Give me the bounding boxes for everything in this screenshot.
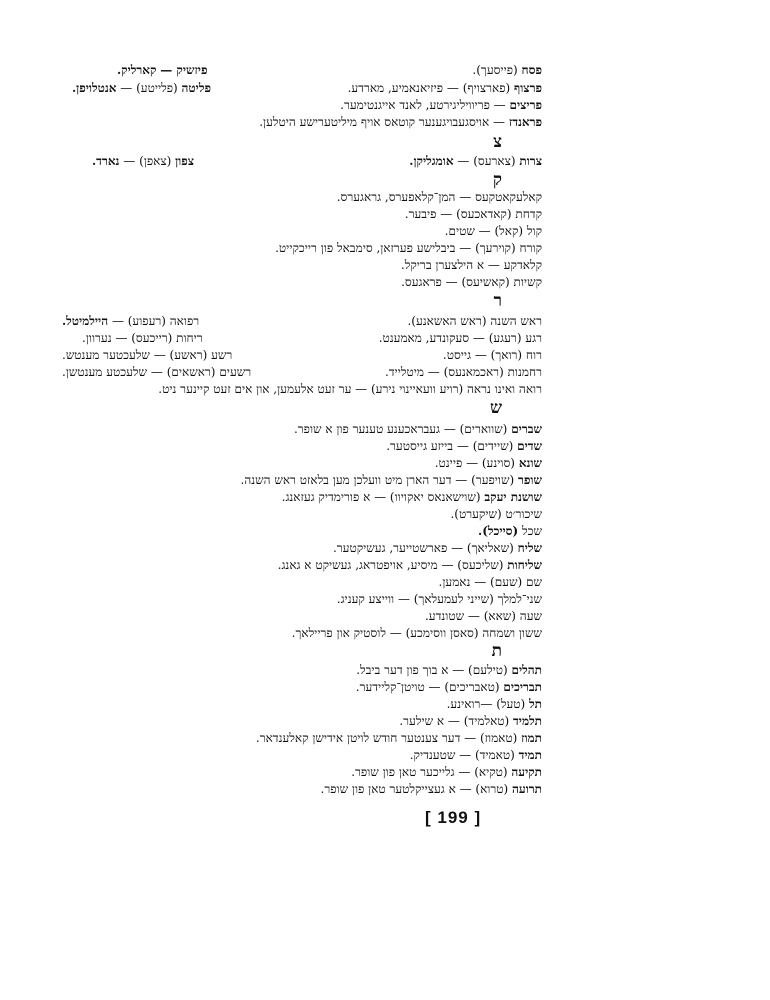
headword: תל [529, 697, 542, 711]
entry-shem [439, 574, 542, 591]
headword: קאלעקאטקעס [475, 190, 542, 204]
definition: — פריוויליגירטע, לאנד אייגנטימער. [340, 98, 506, 112]
headword: קלאדקע [503, 258, 542, 272]
definition: אומגליקן. [409, 154, 454, 168]
entry-refue [62, 313, 199, 330]
definition: (שוישאנאס יאקויוו) — א פורימדיק געזאנג. [281, 490, 481, 504]
definition: (קאשיעס) — פראגעס. [401, 275, 510, 289]
headword: פרצוף [514, 81, 542, 95]
entry-tkie [351, 764, 542, 781]
definition: (טרוא) — א געצייקלטער טאן פון שופר. [320, 782, 509, 796]
entry-roshe [62, 347, 232, 364]
pronunciation: (רייכעס) — [115, 331, 173, 345]
entry-tilim [356, 662, 542, 679]
definition: (קאל) — שטים. [444, 224, 524, 238]
headword: רואה ואינו נראה [467, 382, 542, 396]
entry-kadokhes [405, 206, 542, 223]
headword: קדחת [515, 207, 542, 221]
pronunciation: (פלייטע) — [120, 81, 178, 95]
definition: — א הילצערן בריקל. [400, 258, 500, 272]
definition: (שעם) — נאמען. [438, 575, 523, 589]
definition: (שיידים) — בייזע גייסטער. [386, 439, 514, 453]
pronunciation: (ראש האשאנע). [407, 314, 487, 328]
entry-pesach [472, 62, 542, 79]
headword: ששון ושמחה [482, 626, 542, 640]
page-number: [ 199 ] [425, 808, 482, 827]
definition: (קוירעך) — ביבלישע פערזאן, סימבאל פון רייכקייט. [275, 241, 516, 255]
headword: תבריכים [503, 680, 542, 694]
section-letter-tav: ת [491, 641, 502, 661]
definition: (טאלמיד) — א שילער. [399, 714, 510, 728]
pronunciation: (רעפוע) — [111, 314, 166, 328]
entry-sho [425, 608, 542, 625]
headword: שני־למלך [497, 592, 542, 606]
headword: פראנדז [508, 115, 542, 129]
headword: רשע [211, 348, 233, 362]
entry-takhrikhim [356, 679, 542, 696]
entry-fizshik [117, 62, 207, 79]
definition: (קאדאכעס) — פיבער. [404, 207, 512, 221]
entry-tamuz [256, 730, 542, 747]
section-letter-tzadi: צ [493, 132, 502, 152]
definition: היילמיטל. [62, 314, 109, 328]
entry-seykhl [478, 523, 542, 540]
entry-partsuf [348, 80, 542, 97]
definition: נערוון. [82, 331, 112, 345]
headword: ריחות [176, 331, 203, 345]
definition: (פארצויף) — פיזיאנאמיע, מארדע. [347, 81, 511, 95]
headword: קשיות [513, 275, 542, 289]
definition: (שייני לעמעלאך) — ווייצע קעניג. [336, 592, 494, 606]
entry-tsores [409, 153, 542, 170]
headword: רשעים [219, 365, 252, 379]
entry-roye-veeyno-nire [158, 381, 542, 398]
entry-row-partsuf [0, 80, 542, 97]
headword: שדים [517, 439, 542, 453]
definition: שלעכטע מענטשן. [62, 365, 148, 379]
definition: אנטלויפן. [72, 81, 117, 95]
headword: רגע [525, 331, 542, 345]
entry-talmid [399, 713, 542, 730]
definition: (ראכמאנעס) — מיטלייד. [384, 365, 504, 379]
entry-kol [445, 223, 542, 240]
entry-shoyshanas-yankev [282, 489, 542, 506]
entry-rakhmones [385, 364, 542, 381]
definition: (סוינע) — פיינט. [434, 456, 515, 470]
entry-kalekatkes [337, 189, 542, 206]
entry-pritsim [340, 97, 542, 114]
entry-sosn-vesimkhe [292, 625, 542, 642]
entry-koyrekh [275, 240, 542, 257]
entry-row-pesach [0, 62, 542, 79]
definition: (שויפער) — דער הארן מיט וועלכן מען בלאזט ראש השנה. [240, 473, 515, 487]
entry-kladke [401, 257, 542, 274]
headword: תלמיד [513, 714, 542, 728]
entry-shaliakh [333, 540, 542, 557]
definition: (טעל) —רואינע. [446, 697, 526, 711]
entry-rege [379, 330, 542, 347]
entry-row-rege [0, 330, 542, 347]
pronunciation: (צארעס) — [457, 154, 516, 168]
entry-shlikhes [278, 557, 542, 574]
definition: — המן־קלאפערס, גראגערס. [336, 190, 472, 204]
entry-ruekh [443, 347, 542, 364]
headword: שיכור׳ט [505, 507, 542, 521]
headword: פליטה [181, 81, 211, 95]
entry-tel [447, 696, 542, 713]
definition: (שווארים) — געבראכענע טענער פון א שופר. [293, 422, 508, 436]
entry-pleyte [72, 80, 211, 97]
section-letter-kuf: ק [492, 170, 502, 190]
pronunciation: (ראשאים) — [150, 365, 216, 379]
headword: קול [526, 224, 542, 238]
headword: פיזשיק — [160, 63, 208, 77]
entry-row-rosh-hashone [0, 313, 542, 330]
headword: שם [526, 575, 542, 589]
pronunciation: (שיקערט). [450, 507, 502, 521]
headword: ראש השנה [490, 314, 542, 328]
headword: רפואה [169, 314, 200, 328]
definition: (שאא) — שטונדע. [424, 609, 516, 623]
headword: שונא [518, 456, 542, 470]
definition: (רואך) — גייסט. [442, 348, 523, 362]
definition: (שאליאך) — פארשטייער, געשיקטער. [332, 541, 514, 555]
entry-row-tsores [0, 153, 542, 170]
headword: תקיעה [511, 765, 542, 779]
entry-shikert [450, 506, 542, 523]
pronunciation: (סייכל). [478, 524, 519, 538]
definition: (סאסן ווסימכע) — לוסטיק און פריילאך. [291, 626, 479, 640]
headword: שליחות [507, 558, 542, 572]
headword: שופר [518, 473, 542, 487]
entry-reshoim [62, 364, 251, 381]
headword: תרועה [512, 782, 542, 796]
entry-shoyfer [241, 472, 542, 489]
definition: (רויע וועאיינוי נירע) — ער זעט אלעמען, און אים זעט קיינער ניט. [158, 382, 464, 396]
headword: תמיד [518, 748, 542, 762]
definition: נארד. [92, 154, 120, 168]
headword: רוח [525, 348, 542, 362]
headword: רחמנות [507, 365, 542, 379]
entry-reykhes [82, 330, 203, 347]
entry-prandz [259, 114, 542, 131]
headword: צרות [519, 154, 542, 168]
definition: (טילעם) — א בוך פון דער ביבל. [356, 663, 508, 677]
pronunciation: (ראשע) — [153, 348, 208, 362]
entry-tsofn [92, 153, 194, 170]
entry-shvorim [294, 421, 542, 438]
headword: קורח [519, 241, 542, 255]
definition: (רעגע) — סעקונדע, מאמענט. [378, 331, 522, 345]
headword: תהלים [511, 663, 542, 677]
headword: צפון [175, 154, 195, 168]
definition: — אויסגעבויגענער קוטאס אויף מיליטערישע היטלען. [259, 115, 506, 129]
headword: שעה [519, 609, 542, 623]
definition: (טאמוז) — דער צענטער חודש לויטן אידישן קאלענדאר. [255, 731, 518, 745]
entry-terue [321, 781, 542, 798]
headword: שברים [511, 422, 542, 436]
definition: (שליכעס) — מיסיע, אויפטראג, געשיקט א גאנג. [277, 558, 504, 572]
entry-row-ruekh [0, 347, 542, 364]
entry-sheyni-lemelekh [337, 591, 542, 608]
headword: שושנת יעקב [484, 490, 542, 504]
entry-rosh-hashone [407, 313, 542, 330]
section-letter-shin: ש [489, 398, 502, 418]
entry-kashyes [401, 274, 542, 291]
headword: תמוז [521, 731, 542, 745]
definition: שלעכטער מענטש. [62, 348, 150, 362]
headword: שליח [517, 541, 542, 555]
headword: שכל [522, 524, 542, 538]
entry-soyne [435, 455, 542, 472]
pronunciation: (צאפן) — [123, 154, 172, 168]
definition: (טאמיד) — שטענדיק. [409, 748, 515, 762]
section-letter-resh: ר [493, 291, 502, 311]
definition: (טאבריכים) — טויטן־קליידער. [355, 680, 500, 694]
entry-row-rakhmones [0, 364, 542, 381]
definition: קארליק. [117, 63, 157, 77]
definition: (טקיא) — גלייכער טאן פון שופר. [351, 765, 508, 779]
definition: (פייסעך). [472, 63, 518, 77]
entry-sheydim [386, 438, 542, 455]
entry-tomid [410, 747, 542, 764]
headword: פסח [521, 63, 542, 77]
headword: פריצים [509, 98, 542, 112]
